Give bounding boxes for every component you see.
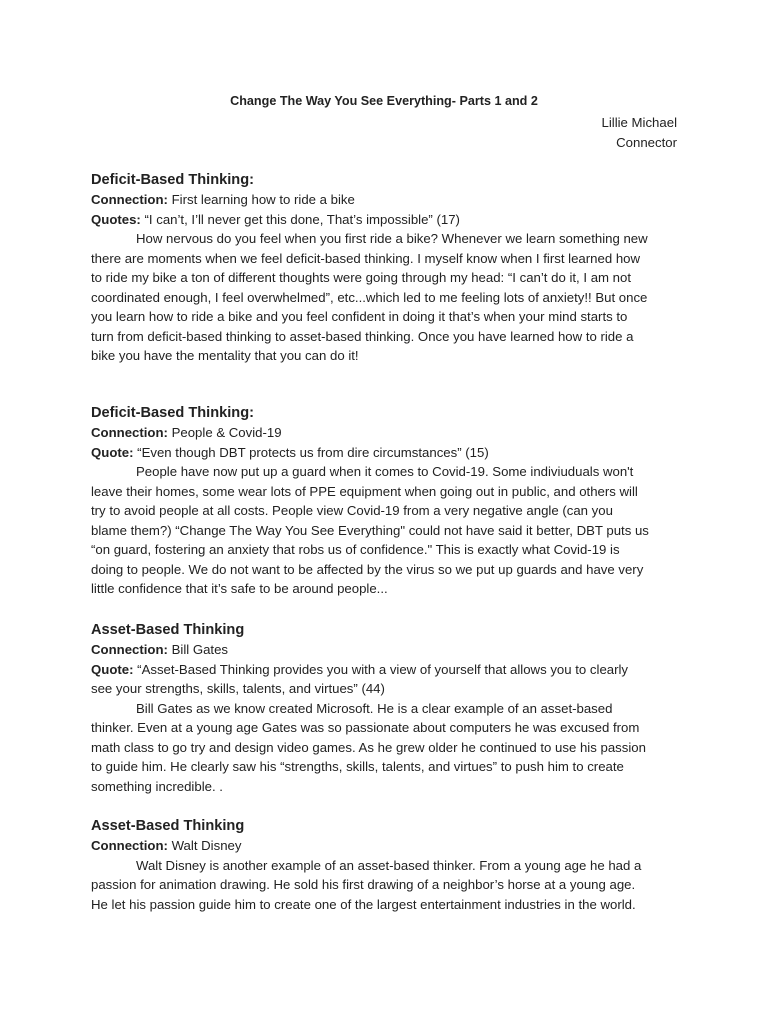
- connection-label: Connection:: [91, 642, 168, 657]
- paragraph-line: Bill Gates as we know created Microsoft. He is a clear example of an asset-based: [136, 700, 613, 716]
- paragraph-line: coordinated enough, I feel overwhelmed”, etc...which led to me feeling lots of anxiety!! But once: [91, 289, 648, 305]
- quote-line: [91, 210, 691, 230]
- paragraph-line: to guide him. He clearly saw his “strengths, skills, talents, and virtues” to push him to create: [91, 759, 624, 774]
- connection-text: Bill Gates: [171, 642, 229, 657]
- section-heading: Deficit-Based Thinking:: [91, 172, 254, 188]
- quote-label: Quote:: [91, 661, 134, 677]
- section-paragraph: [91, 699, 691, 797]
- connection-line: [91, 423, 691, 443]
- connection-line: [91, 190, 691, 210]
- paragraph-line: try to avoid people at all costs. People view Covid-19 from a very negative angle (can you: [91, 503, 613, 518]
- paragraph-line: bike you have the mentality that you can do it!: [91, 348, 359, 363]
- paragraph-line: leave their homes, some wear lots of PPE equipment when going out in public, and others will: [91, 483, 638, 499]
- quote-line: [91, 660, 691, 680]
- connection-text: Walt Disney: [171, 838, 242, 853]
- paragraph-line: you learn how to ride a bike and you feel confident in doing it that’s when your mind starts to: [91, 309, 628, 324]
- section-deficit-covid: [91, 403, 691, 599]
- document-title: Change The Way You See Everything- Parts 1 and 2: [230, 94, 538, 108]
- paragraph-line: blame them?) “Change The Way You See Everything" could not have said it better, DBT puts us: [91, 522, 649, 538]
- section-paragraph: [91, 462, 691, 599]
- paragraph-line: He let his passion guide him to create one of the largest entertainment industries in the world.: [91, 896, 636, 912]
- connection-line: [91, 836, 691, 856]
- section-heading: Deficit-Based Thinking:: [91, 405, 254, 421]
- section-paragraph: [91, 856, 691, 915]
- section-deficit-bike: [91, 170, 691, 366]
- paragraph-line: math class to go try and design video games. As he grew older he continued to use his passion: [91, 739, 646, 755]
- quote-label: Quotes:: [91, 211, 141, 227]
- section-heading: Asset-Based Thinking: [91, 818, 245, 834]
- quote-continuation: see your strengths, skills, talents, and virtues” (44): [91, 681, 385, 696]
- paragraph-line: to ride my bike a ton of different thoughts were going through my head: “I can’t do it, I am not: [91, 270, 632, 285]
- connection-text: People & Covid-19: [171, 425, 282, 440]
- section-paragraph: [91, 229, 691, 366]
- paragraph-line: little confidence that it’s safe to be around people...: [91, 581, 388, 596]
- author-name: Lillie Michael: [601, 115, 677, 130]
- quote-label: Quote:: [91, 444, 134, 460]
- connection-text: First learning how to ride a bike: [171, 192, 355, 207]
- author-role: Connector: [616, 135, 677, 150]
- paragraph-line: People have now put up a guard when it comes to Covid-19. Some indiviuduals won't: [136, 464, 634, 479]
- paragraph-line: something incredible. .: [91, 778, 223, 794]
- paragraph-line: Walt Disney is another example of an asset-based thinker. From a young age he had a: [136, 857, 642, 873]
- paragraph-line: thinker. Even at a young age Gates was so passionate about computers he was excused from: [91, 720, 640, 735]
- section-asset-disney: [91, 816, 691, 914]
- section-heading: Asset-Based Thinking: [91, 622, 245, 638]
- connection-label: Connection:: [91, 838, 168, 853]
- quote-text: “I can’t, I’ll never get this done, That’s impossible” (17): [144, 211, 460, 227]
- connection-label: Connection:: [91, 192, 168, 207]
- paragraph-line: passion for animation drawing. He sold his first drawing of a neighbor’s horse at a young age.: [91, 877, 636, 892]
- quote-line: [91, 443, 691, 463]
- paragraph-line: there are moments when we feel deficit-based thinking. I myself know when I first learned how: [91, 250, 641, 266]
- section-asset-gates: [91, 620, 691, 796]
- quote-text: “Even though DBT protects us from dire circumstances” (15): [137, 444, 489, 460]
- paragraph-line: “on guard, fostering an anxiety that robs us of confidence." This is exactly what Covid-19 is: [91, 542, 620, 557]
- paragraph-line: How nervous do you feel when you first ride a bike? Whenever we learn something new: [136, 231, 648, 246]
- connection-line: [91, 640, 691, 660]
- connection-label: Connection:: [91, 425, 168, 440]
- paragraph-line: turn from deficit-based thinking to asset-based thinking. Once you have learned how to ride a: [91, 328, 634, 344]
- paragraph-line: doing to people. We do not want to be affected by the virus so we put up guards and have very: [91, 561, 644, 577]
- author-block: [602, 113, 678, 153]
- quote-text: “Asset-Based Thinking provides you with a view of yourself that allows you to clearly: [137, 661, 629, 677]
